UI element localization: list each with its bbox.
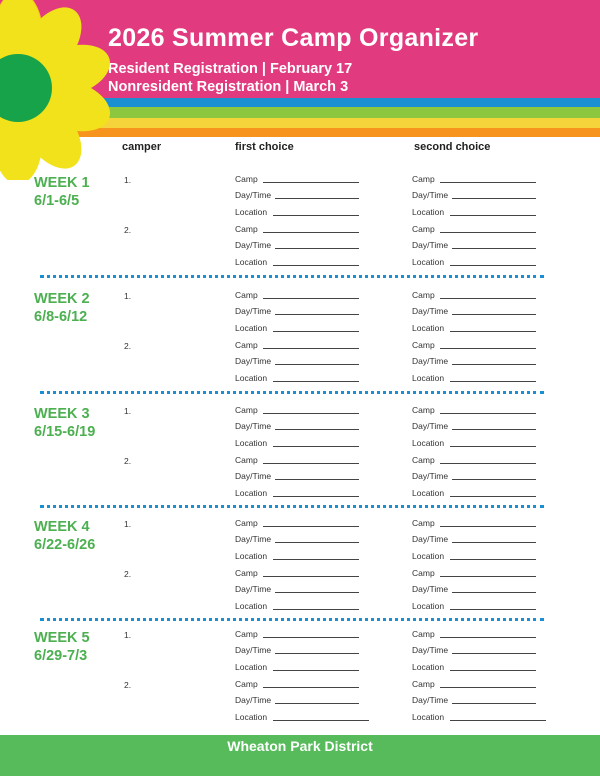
week-number: WEEK 4	[34, 519, 90, 535]
second-choice-day-time-field[interactable]	[412, 695, 448, 705]
field-label: Camp	[235, 405, 258, 415]
field-label: Camp	[235, 568, 258, 578]
week-number: WEEK 1	[34, 175, 90, 191]
second-choice-location-field[interactable]	[412, 207, 444, 217]
first-choice-location-field[interactable]	[235, 257, 267, 267]
second-choice-location-field[interactable]	[412, 712, 444, 722]
first-choice-location-field[interactable]	[235, 207, 267, 217]
first-choice-location-field[interactable]	[235, 373, 267, 383]
write-in-line[interactable]	[275, 479, 359, 480]
first-choice-day-time-field[interactable]	[235, 695, 271, 705]
field-label: Location	[235, 551, 268, 561]
field-label: Camp	[412, 405, 435, 415]
week-dates: 6/1-6/5	[34, 193, 80, 209]
first-choice-day-time-field[interactable]	[235, 471, 271, 481]
field-label: Location	[235, 373, 268, 383]
field-label: Day/Time	[412, 695, 449, 705]
field-label: Camp	[412, 174, 435, 184]
second-choice-location-field[interactable]	[412, 662, 444, 672]
field-label: Camp	[235, 629, 258, 639]
field-label: Location	[235, 488, 268, 498]
field-label: Camp	[235, 455, 258, 465]
first-choice-day-time-field[interactable]	[235, 421, 271, 431]
write-in-line[interactable]	[263, 687, 359, 688]
field-label: Day/Time	[235, 421, 272, 431]
write-in-line[interactable]	[450, 496, 536, 497]
field-label: Camp	[235, 174, 258, 184]
write-in-line[interactable]	[440, 526, 536, 527]
write-in-line[interactable]	[273, 446, 359, 447]
second-choice-camp-field[interactable]	[412, 340, 435, 350]
field-label: Day/Time	[235, 356, 272, 366]
field-label: Camp	[235, 224, 258, 234]
week-dates: 6/29-7/3	[34, 648, 88, 664]
second-choice-day-time-field[interactable]	[412, 421, 448, 431]
write-in-line[interactable]	[263, 526, 359, 527]
week-dates: 6/22-6/26	[34, 537, 96, 553]
first-choice-camp-field[interactable]	[235, 174, 258, 184]
write-in-line[interactable]	[263, 463, 359, 464]
field-label: Camp	[412, 679, 435, 689]
write-in-line[interactable]	[275, 364, 359, 365]
second-choice-location-field[interactable]	[412, 438, 444, 448]
second-choice-camp-field[interactable]	[412, 679, 435, 689]
field-label: Location	[412, 712, 445, 722]
field-label: Camp	[235, 679, 258, 689]
first-choice-day-time-field[interactable]	[235, 534, 271, 544]
first-choice-location-field[interactable]	[235, 662, 267, 672]
first-choice-day-time-field[interactable]	[235, 356, 271, 366]
write-in-line[interactable]	[273, 720, 369, 721]
field-label: Day/Time	[412, 190, 449, 200]
field-label: Camp	[412, 629, 435, 639]
week-label	[34, 629, 90, 665]
column-header-first-choice: first choice	[235, 141, 294, 153]
field-label: Camp	[412, 290, 435, 300]
camper-number: 1.	[124, 519, 132, 529]
camper-number: 2.	[124, 225, 132, 235]
dotted-divider	[40, 275, 544, 278]
camper-number: 1.	[124, 291, 132, 301]
write-in-line[interactable]	[440, 298, 536, 299]
camper-number: 2.	[124, 456, 132, 466]
first-choice-camp-field[interactable]	[235, 518, 258, 528]
first-choice-camp-field[interactable]	[235, 679, 258, 689]
field-label: Camp	[412, 340, 435, 350]
field-label: Location	[412, 323, 445, 333]
nonresident-registration-date: Nonresident Registration | March 3	[108, 79, 349, 95]
second-choice-day-time-field[interactable]	[412, 356, 448, 366]
second-choice-location-field[interactable]	[412, 323, 444, 333]
camper-number: 1.	[124, 630, 132, 640]
write-in-line[interactable]	[450, 446, 536, 447]
write-in-line[interactable]	[275, 592, 359, 593]
field-label: Camp	[235, 340, 258, 350]
field-label: Camp	[235, 290, 258, 300]
second-choice-day-time-field[interactable]	[412, 534, 448, 544]
second-choice-day-time-field[interactable]	[412, 645, 448, 655]
field-label: Day/Time	[235, 584, 272, 594]
field-label: Day/Time	[412, 356, 449, 366]
write-in-line[interactable]	[450, 720, 546, 721]
first-choice-day-time-field[interactable]	[235, 190, 271, 200]
dotted-divider	[40, 505, 544, 508]
organization-name: Wheaton Park District	[227, 738, 373, 754]
page-title: 2026 Summer Camp Organizer	[108, 24, 479, 52]
write-in-line[interactable]	[450, 670, 536, 671]
second-choice-day-time-field[interactable]	[412, 584, 448, 594]
field-label: Location	[412, 373, 445, 383]
field-label: Location	[235, 207, 268, 217]
write-in-line[interactable]	[275, 314, 359, 315]
week-number: WEEK 2	[34, 291, 90, 307]
field-label: Location	[235, 662, 268, 672]
write-in-line[interactable]	[275, 703, 359, 704]
write-in-line[interactable]	[273, 609, 359, 610]
write-in-line[interactable]	[452, 364, 536, 365]
second-choice-day-time-field[interactable]	[412, 471, 448, 481]
write-in-line[interactable]	[263, 637, 359, 638]
week-label	[34, 290, 90, 326]
first-choice-location-field[interactable]	[235, 551, 267, 561]
write-in-line[interactable]	[440, 687, 536, 688]
column-header-second-choice: second choice	[414, 141, 491, 153]
field-label: Camp	[412, 224, 435, 234]
second-choice-camp-field[interactable]	[412, 224, 435, 234]
write-in-line[interactable]	[450, 381, 536, 382]
write-in-line[interactable]	[452, 653, 536, 654]
first-choice-camp-field[interactable]	[235, 405, 258, 415]
column-header-camper: camper	[122, 141, 162, 153]
field-label: Day/Time	[412, 471, 449, 481]
field-label: Location	[235, 712, 268, 722]
write-in-line[interactable]	[452, 479, 536, 480]
write-in-line[interactable]	[273, 331, 359, 332]
week-label	[34, 174, 90, 210]
field-label: Day/Time	[235, 471, 272, 481]
field-label: Camp	[412, 455, 435, 465]
write-in-line[interactable]	[275, 653, 359, 654]
field-label: Day/Time	[235, 306, 272, 316]
write-in-line[interactable]	[273, 381, 359, 382]
dotted-divider	[40, 391, 544, 394]
second-choice-day-time-field[interactable]	[412, 240, 448, 250]
first-choice-location-field[interactable]	[235, 438, 267, 448]
week-dates: 6/15-6/19	[34, 424, 96, 440]
write-in-line[interactable]	[263, 576, 359, 577]
write-in-line[interactable]	[452, 314, 536, 315]
write-in-line[interactable]	[452, 703, 536, 704]
first-choice-camp-field[interactable]	[235, 455, 258, 465]
second-choice-camp-field[interactable]	[412, 290, 435, 300]
write-in-line[interactable]	[440, 348, 536, 349]
write-in-line[interactable]	[452, 592, 536, 593]
camper-number: 1.	[124, 175, 132, 185]
field-label: Day/Time	[235, 645, 272, 655]
write-in-line[interactable]	[273, 265, 359, 266]
first-choice-day-time-field[interactable]	[235, 240, 271, 250]
footer-bar	[0, 735, 600, 776]
write-in-line[interactable]	[273, 559, 359, 560]
first-choice-location-field[interactable]	[235, 488, 267, 498]
write-in-line[interactable]	[275, 248, 359, 249]
field-label: Location	[235, 438, 268, 448]
second-choice-location-field[interactable]	[412, 488, 444, 498]
field-label: Day/Time	[235, 534, 272, 544]
field-label: Camp	[412, 518, 435, 528]
resident-registration-date: Resident Registration | February 17	[108, 61, 353, 77]
field-label: Day/Time	[412, 306, 449, 316]
first-choice-camp-field[interactable]	[235, 568, 258, 578]
field-label: Day/Time	[412, 534, 449, 544]
week-dates: 6/8-6/12	[34, 309, 88, 325]
write-in-line[interactable]	[450, 215, 536, 216]
write-in-line[interactable]	[263, 232, 359, 233]
first-choice-camp-field[interactable]	[235, 629, 258, 639]
first-choice-location-field[interactable]	[235, 601, 267, 611]
second-choice-location-field[interactable]	[412, 373, 444, 383]
field-label: Location	[412, 207, 445, 217]
first-choice-camp-field[interactable]	[235, 340, 258, 350]
field-label: Location	[412, 488, 445, 498]
first-choice-location-field[interactable]	[235, 712, 267, 722]
field-label: Location	[235, 601, 268, 611]
dotted-divider	[40, 618, 544, 621]
first-choice-day-time-field[interactable]	[235, 645, 271, 655]
write-in-line[interactable]	[452, 429, 536, 430]
write-in-line[interactable]	[440, 463, 536, 464]
write-in-line[interactable]	[440, 413, 536, 414]
flower-icon	[0, 0, 110, 180]
write-in-line[interactable]	[263, 348, 359, 349]
second-choice-day-time-field[interactable]	[412, 306, 448, 316]
field-label: Day/Time	[235, 190, 272, 200]
write-in-line[interactable]	[440, 182, 536, 183]
first-choice-day-time-field[interactable]	[235, 584, 271, 594]
write-in-line[interactable]	[275, 542, 359, 543]
field-label: Camp	[235, 518, 258, 528]
field-label: Location	[235, 323, 268, 333]
write-in-line[interactable]	[263, 298, 359, 299]
field-label: Location	[412, 551, 445, 561]
field-label: Location	[412, 438, 445, 448]
field-label: Day/Time	[412, 584, 449, 594]
field-label: Location	[412, 662, 445, 672]
field-label: Camp	[412, 568, 435, 578]
second-choice-camp-field[interactable]	[412, 518, 435, 528]
second-choice-camp-field[interactable]	[412, 405, 435, 415]
week-label	[34, 518, 95, 554]
write-in-line[interactable]	[273, 496, 359, 497]
field-label: Location	[412, 257, 445, 267]
write-in-line[interactable]	[452, 198, 536, 199]
camper-number: 2.	[124, 569, 132, 579]
first-choice-camp-field[interactable]	[235, 224, 258, 234]
second-choice-location-field[interactable]	[412, 601, 444, 611]
week-number: WEEK 5	[34, 630, 90, 646]
write-in-line[interactable]	[275, 198, 359, 199]
write-in-line[interactable]	[440, 576, 536, 577]
write-in-line[interactable]	[450, 559, 536, 560]
write-in-line[interactable]	[273, 215, 359, 216]
write-in-line[interactable]	[452, 248, 536, 249]
write-in-line[interactable]	[450, 265, 536, 266]
first-choice-camp-field[interactable]	[235, 290, 258, 300]
field-label: Location	[235, 257, 268, 267]
write-in-line[interactable]	[450, 331, 536, 332]
write-in-line[interactable]	[263, 413, 359, 414]
first-choice-day-time-field[interactable]	[235, 306, 271, 316]
field-label: Day/Time	[235, 695, 272, 705]
field-label: Day/Time	[412, 240, 449, 250]
field-label: Location	[412, 601, 445, 611]
write-in-line[interactable]	[450, 609, 536, 610]
week-label	[34, 405, 95, 441]
write-in-line[interactable]	[440, 637, 536, 638]
field-label: Day/Time	[412, 645, 449, 655]
camper-number: 2.	[124, 341, 132, 351]
second-choice-day-time-field[interactable]	[412, 190, 448, 200]
write-in-line[interactable]	[440, 232, 536, 233]
first-choice-location-field[interactable]	[235, 323, 267, 333]
write-in-line[interactable]	[452, 542, 536, 543]
second-choice-camp-field[interactable]	[412, 568, 435, 578]
write-in-line[interactable]	[273, 670, 359, 671]
second-choice-location-field[interactable]	[412, 257, 444, 267]
camper-number: 1.	[124, 406, 132, 416]
second-choice-camp-field[interactable]	[412, 455, 435, 465]
week-number: WEEK 3	[34, 406, 90, 422]
write-in-line[interactable]	[263, 182, 359, 183]
second-choice-location-field[interactable]	[412, 551, 444, 561]
second-choice-camp-field[interactable]	[412, 174, 435, 184]
camper-number: 2.	[124, 680, 132, 690]
second-choice-camp-field[interactable]	[412, 629, 435, 639]
write-in-line[interactable]	[275, 429, 359, 430]
field-label: Day/Time	[235, 240, 272, 250]
field-label: Day/Time	[412, 421, 449, 431]
